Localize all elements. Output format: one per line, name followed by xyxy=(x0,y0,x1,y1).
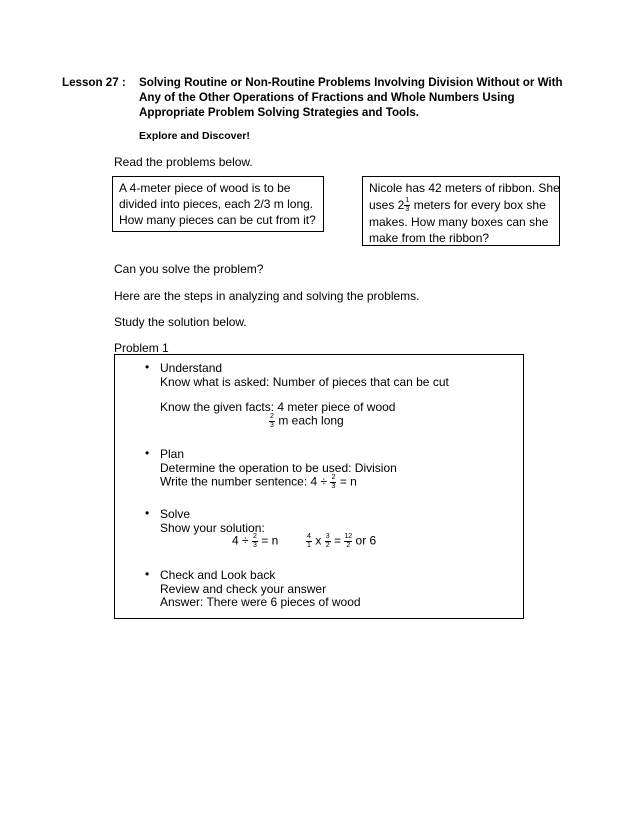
bullet-icon: • xyxy=(145,360,150,374)
problem-box-ribbon xyxy=(362,176,560,246)
ribbon-fraction: $\frac{1}{3}$ xyxy=(405,197,410,214)
fraction-two-thirds: $\frac{2}{3}$ xyxy=(270,413,274,429)
intro-text: Read the problems below. xyxy=(114,155,253,169)
check-answer: Answer: There were 6 pieces of wood xyxy=(160,595,361,609)
section-heading-explore: Explore and Discover! xyxy=(139,130,250,142)
bullet-icon: • xyxy=(145,567,150,581)
fraction-two-thirds: $\frac{2}{3}$ xyxy=(252,533,257,549)
fraction-three-halves: $\frac{3}{2}$ xyxy=(325,533,330,549)
understand-asked: Know what is asked: Number of pieces that can be cut xyxy=(160,375,449,389)
prompt-steps: Here are the steps in analyzing and solving the problems. xyxy=(114,289,420,303)
prompt-can-you-solve: Can you solve the problem? xyxy=(114,262,264,276)
lesson-title-line-3: Appropriate Problem Solving Strategies and Tools. xyxy=(139,106,420,119)
lesson-number: Lesson 27 : xyxy=(62,76,126,89)
lesson-title-line-1: Solving Routine or Non-Routine Problems Involving Division Without or With xyxy=(139,76,563,89)
solve-show: Show your solution: xyxy=(160,521,265,535)
problem-box-wood xyxy=(112,176,324,232)
problem-ribbon-line-4: make from the ribbon? xyxy=(369,231,490,245)
ribbon-uses-rest: meters for every box she xyxy=(410,198,546,212)
problem-ribbon-line-1: Nicole has 42 meters of ribbon. She xyxy=(369,181,560,195)
problem-1-label: Problem 1 xyxy=(114,341,169,355)
understand-given-length: $\frac{2}{3}$ m each long xyxy=(270,413,344,429)
problem-wood-line: A 4-meter piece of wood is to be xyxy=(119,181,291,195)
plan-operation: Determine the operation to be used: Division xyxy=(160,461,397,475)
check-review: Review and check your answer xyxy=(160,582,327,596)
fraction-twelve-halves: $\frac{12}{2}$ xyxy=(344,533,353,549)
fraction-two-thirds: $\frac{2}{3}$ xyxy=(331,474,336,490)
step-plan-heading: Plan xyxy=(160,447,185,461)
problem-wood-line: How many pieces can be cut from it? xyxy=(119,213,316,227)
bullet-icon: • xyxy=(145,446,150,460)
problem-wood-line: divided into pieces, each 2/3 m long. xyxy=(119,197,314,211)
ribbon-uses-text: uses 2 xyxy=(369,198,405,212)
step-solve-heading: Solve xyxy=(160,507,191,521)
understand-given: Know the given facts: 4 meter piece of wood xyxy=(160,400,396,414)
fraction-four-over-one: $\frac{4}{1}$ xyxy=(307,533,311,549)
bullet-icon: • xyxy=(145,506,150,520)
step-check-heading: Check and Look back xyxy=(160,568,276,582)
solve-equation-1: 4 ÷ $\frac{2}{3}$ = n xyxy=(232,533,279,549)
solve-equation-2: $\frac{4}{1}$ x $\frac{3}{2}$ = $\frac{12}{2}$ or 6 xyxy=(307,533,377,549)
lesson-title-line-2: Any of the Other Operations of Fractions and Whole Numbers Using xyxy=(139,91,515,104)
step-understand-heading: Understand xyxy=(160,361,223,375)
prompt-study: Study the solution below. xyxy=(114,315,247,329)
problem-ribbon-line-3: makes. How many boxes can she xyxy=(369,215,549,229)
plan-number-sentence: Write the number sentence: 4 ÷ $\frac{2}{3}$ = n xyxy=(160,474,357,490)
problem-ribbon-line-2 xyxy=(369,196,560,214)
